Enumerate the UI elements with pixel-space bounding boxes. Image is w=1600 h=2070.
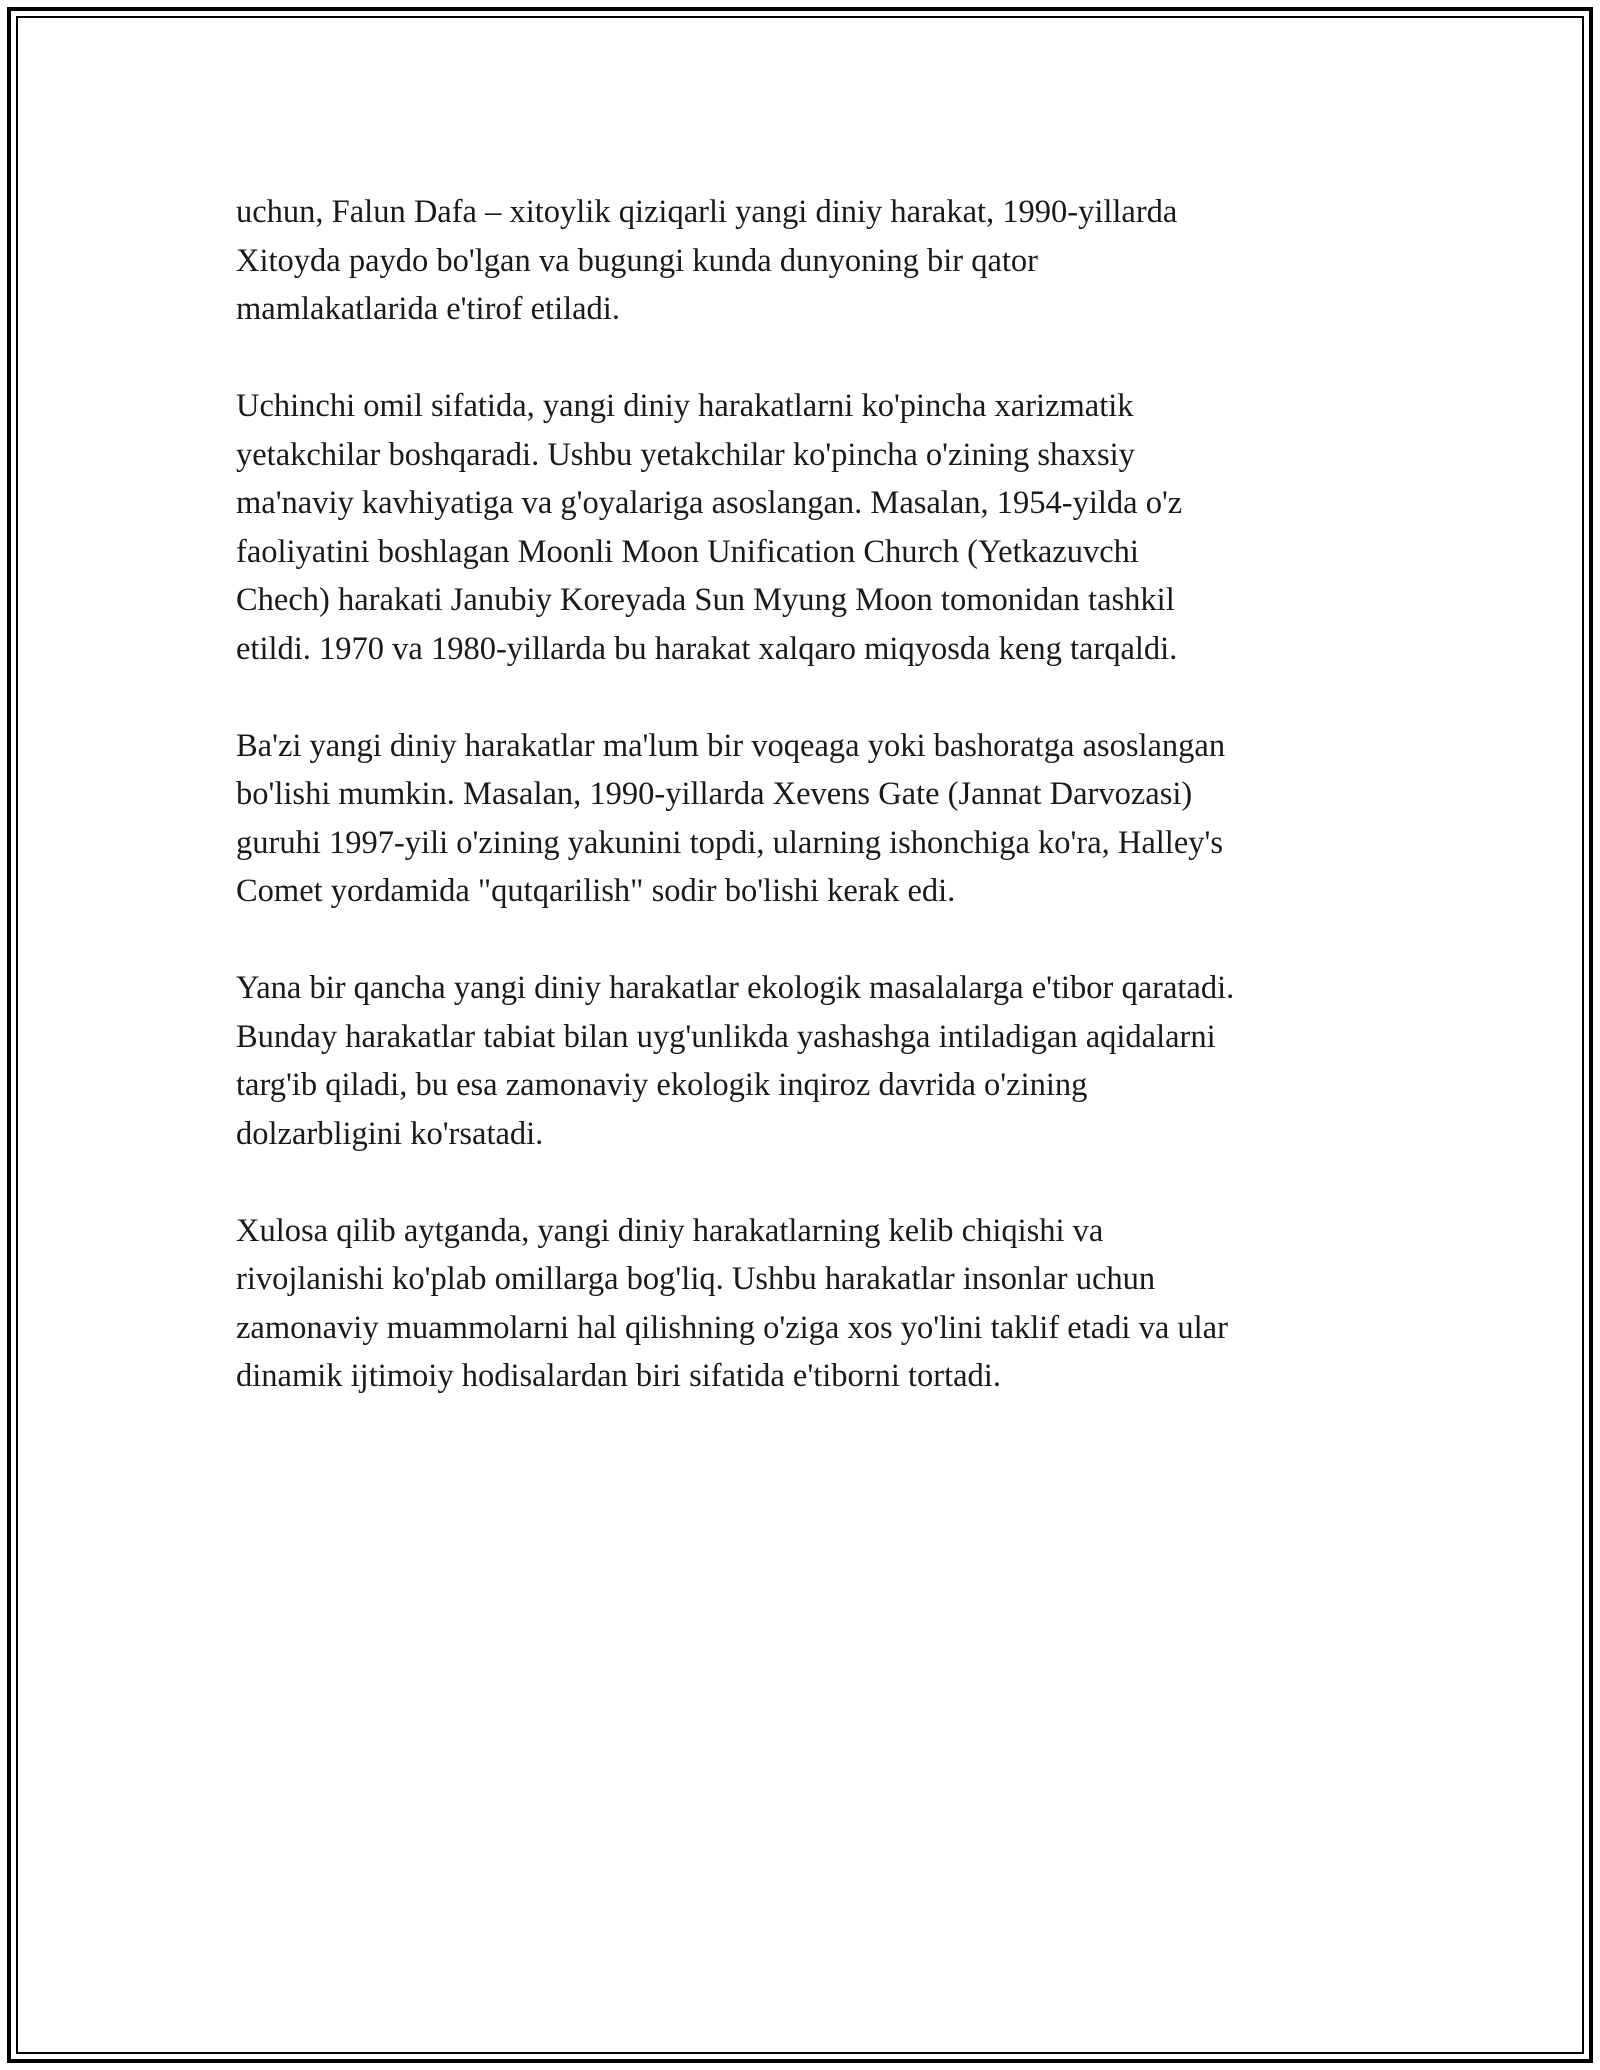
text-line: dolzarbligini ko'rsatadi. (236, 1115, 544, 1152)
text-line: uchun, Falun Dafa – xitoylik qiziqarli yangi diniy harakat, 1990-yillarda (236, 194, 1178, 230)
text-line: Ba'zi yangi diniy harakatlar ma'lum bir voqeaga yoki bashoratga asoslangan (236, 727, 1226, 764)
text-line: zamonaviy muammolarni hal qilishning o'ziga xos yo'lini taklif etadi va ular (236, 1309, 1228, 1346)
text-line: Xulosa qilib aytganda, yangi diniy harakatlarning kelib chiqishi va (236, 1212, 1104, 1249)
text-line: etildi. 1970 va 1980-yillarda bu harakat xalqaro miqyosda keng tarqaldi. (236, 630, 1178, 667)
text-line: Chech) harakati Janubiy Koreyada Sun Myung Moon tomonidan tashkil (236, 582, 1175, 618)
text-line: yetakchilar boshqaradi. Ushbu yetakchilar ko'pincha o'zining shaxsiy (236, 436, 1135, 473)
text-line: Xitoyda paydo bo'lgan va bugungi kunda dunyoning bir qator (236, 242, 1038, 279)
text-line: rivojlanishi ko'plab omillarga bog'liq. Ushbu harakatlar insonlar uchun (236, 1261, 1156, 1297)
text-line: Bunday harakatlar tabiat bilan uyg'unlikda yashashga intiladigan aqidalarni (236, 1018, 1216, 1055)
text-line: ma'naviy kavhiyatiga va g'oyalariga asoslangan. Masalan, 1954-yilda o'z (236, 485, 1183, 521)
paragraph-5 (236, 1207, 1386, 1401)
paragraph-1 (236, 188, 1386, 334)
document-body (236, 188, 1386, 1449)
text-line: Uchinchi omil sifatida, yangi diniy harakatlarni ko'pincha xarizmatik (236, 388, 1134, 424)
text-line: guruhi 1997-yili o'zining yakunini topdi, ularning ishonchiga ko'ra, Halley's (236, 824, 1223, 861)
text-line: bo'lishi mumkin. Masalan, 1990-yillarda Xevens Gate (Jannat Darvozasi) (236, 776, 1193, 812)
text-line: mamlakatlarida e'tirof etiladi. (236, 291, 620, 327)
text-line: targ'ib qiladi, bu esa zamonaviy ekologik inqiroz davrida o'zining (236, 1067, 1088, 1103)
paragraph-3 (236, 722, 1386, 916)
paragraph-2 (236, 382, 1386, 673)
text-line: faoliyatini boshlagan Moonli Moon Unification Church (Yetkazuvchi (236, 533, 1139, 570)
text-line: Yana bir qancha yangi diniy harakatlar ekologik masalalarga e'tibor qaratadi. (236, 970, 1235, 1006)
paragraph-4 (236, 964, 1386, 1158)
text-line: Comet yordamida "qutqarilish" sodir bo'lishi kerak edi. (236, 873, 956, 909)
text-line: dinamik ijtimoiy hodisalardan biri sifatida e'tiborni tortadi. (236, 1358, 1001, 1394)
